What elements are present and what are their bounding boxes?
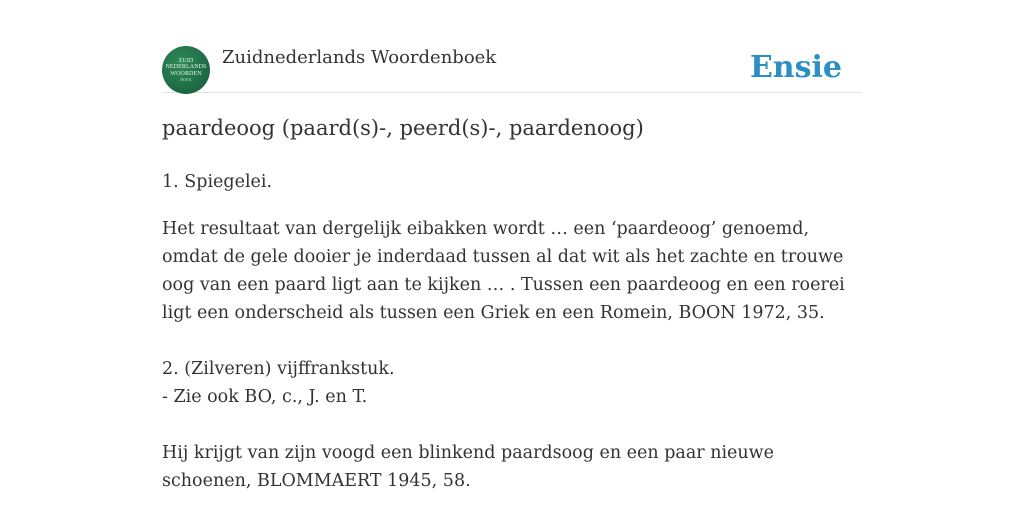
quote-2: Hij krijgt van zijn voogd een blinkend paardsoog en een paar nieuwe schoenen, BLOMMAERT 1945, 58. (162, 443, 775, 491)
see-also: - Zie ook BO, c., J. en T. (162, 387, 368, 407)
quote-1: Het resultaat van dergelijk eibakken wordt … een ‘paardeoog’ genoemd, omdat de gele dooier je inderdaad tussen al dat wit als het zachte en trouwe oog van een paard ligt aan te kijken … . Tussen een paardeoog en een roerei ligt een onderscheid als tussen een Griek en een Romein, BOON 1972, 35. (162, 219, 845, 323)
brand-logo[interactable]: Ensie (749, 50, 842, 85)
logo-text-line-3: WOORDEN (170, 70, 202, 77)
sense-2: 2. (Zilveren) vijffrankstuk. (162, 359, 395, 379)
sense-1: 1. Spiegelei. (162, 172, 273, 192)
logo-text-line-2: NEDERLANDS (165, 64, 207, 71)
header (162, 44, 862, 93)
spacer (162, 411, 862, 439)
logo-text-line-1: ZUID (178, 57, 194, 64)
entry-content (162, 168, 862, 495)
source-title[interactable]: Zuidnederlands Woordenboek (222, 47, 497, 68)
logo-text-line-4: BOEK (180, 77, 192, 83)
spacer (162, 327, 862, 355)
dictionary-logo[interactable] (162, 46, 210, 94)
entry-title: paardeoog (paard(s)-, peerd(s)-, paardenoog) (162, 116, 644, 140)
